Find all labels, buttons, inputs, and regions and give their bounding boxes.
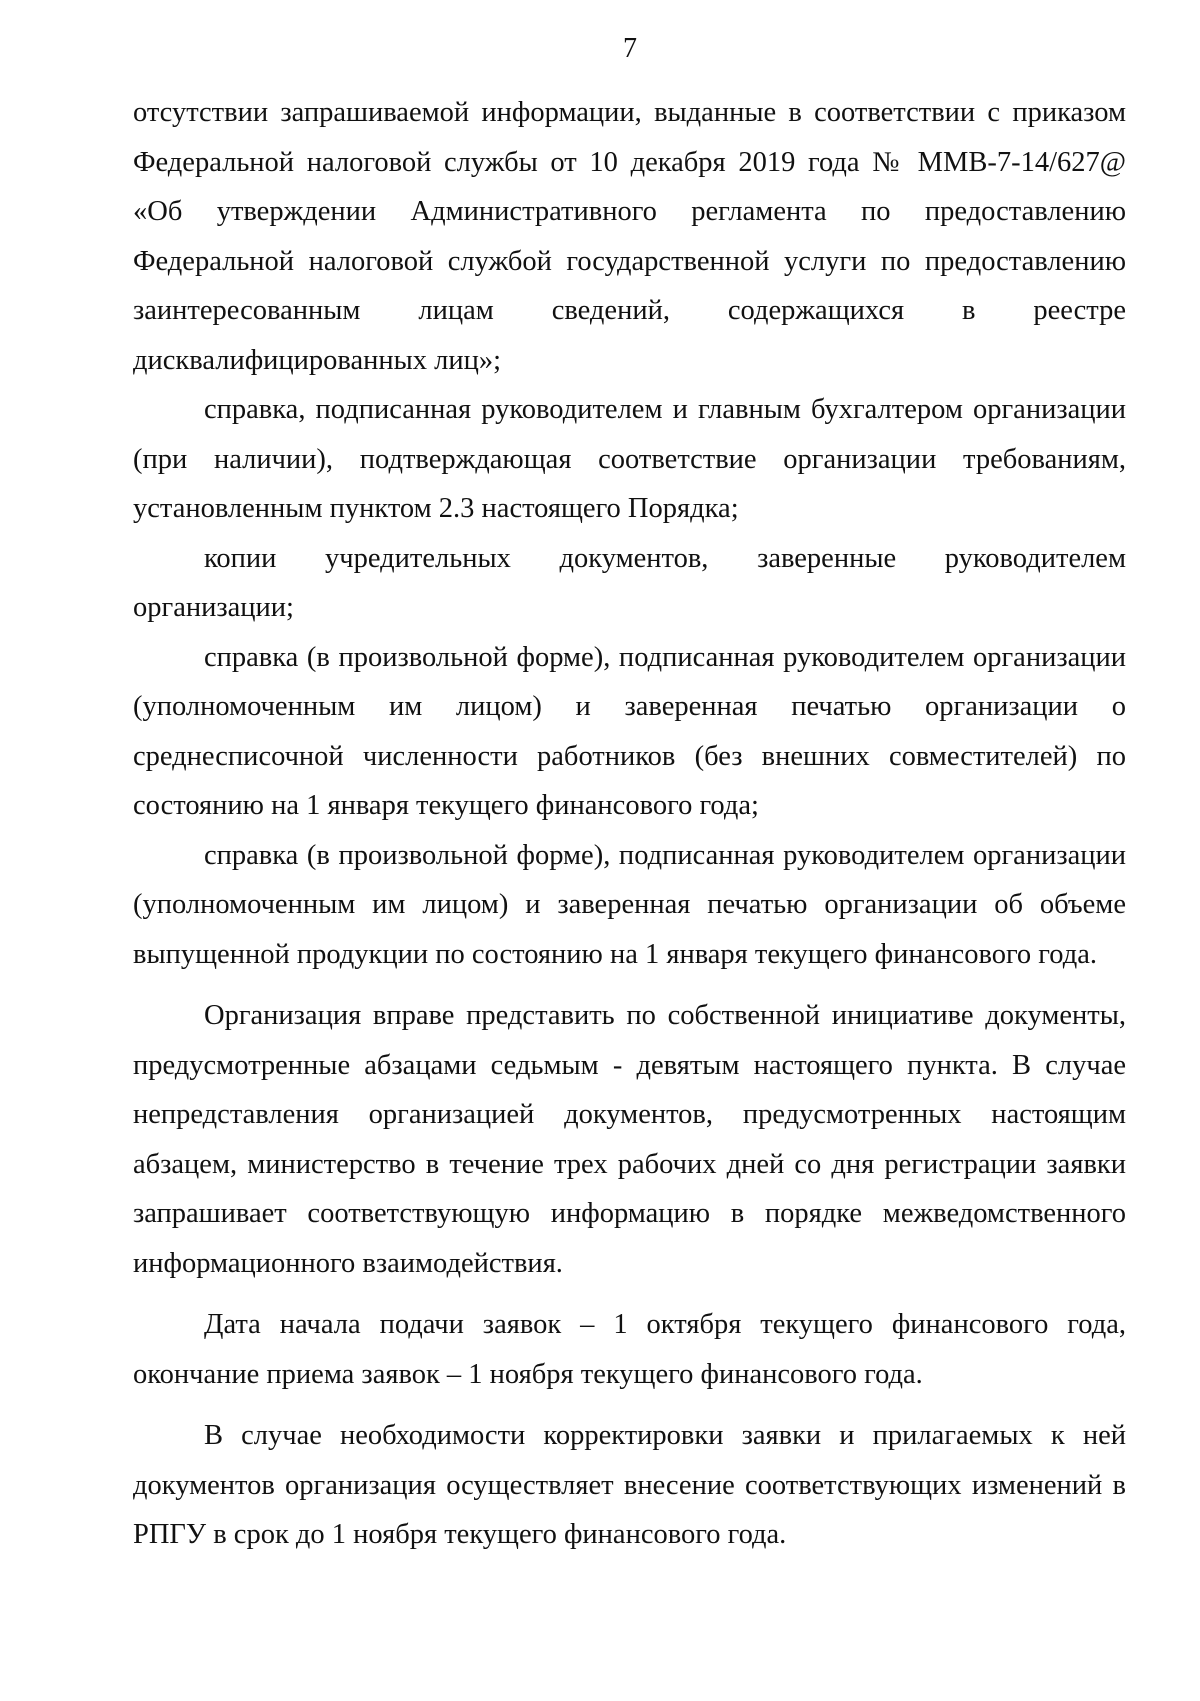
paragraph-continuation: отсутствии запрашиваемой информации, выданные в соответствии с приказом Федеральной налоговой службы от 10 декабря 2019 года № ММВ-7-14/627@ «Об утверждении Административного регламента по предоставлению Федеральной налоговой службой государственной услуги по предоставлению заинтересованным лицам сведений, содержащихся в реестре дисквалифицированных лиц»; [133, 97, 1126, 376]
paragraph-item-certificate-accountant: справка, подписанная руководителем и главным бухгалтером организации (при наличии), подтверждающая соответствие организации требованиям, установленным пунктом 2.3 настоящего Порядка; [133, 394, 1126, 524]
paragraph-item-certificate-output: справка (в произвольной форме), подписанная руководителем организации (уполномоченным им лицом) и заверенная печатью организации об объеме выпущенной продукции по состоянию на 1 января текущего финансового года. [133, 839, 1126, 970]
page-number: 7 [623, 33, 637, 64]
paragraph-correction: В случае необходимости корректировки заявки и прилагаемых к ней документов организация осуществляет внесение соответствующих изменений в РПГУ в срок до 1 ноября текущего финансового года. [133, 1420, 1126, 1550]
paragraph-own-initiative: Организация вправе представить по собственной инициативе документы, предусмотренные абзацами седьмым - девятым настоящего пункта. В случае непредставления организацией документов, предусмотренных настоящим абзацем, министерство в течение трех рабочих дней со дня регистрации заявки запрашивает соответствующую информацию в порядке межведомственного информационного взаимодействия. [133, 1000, 1126, 1279]
paragraph-submission-dates: Дата начала подачи заявок – 1 октября текущего финансового года, окончание приема заявок – 1 ноября текущего финансового года. [133, 1309, 1126, 1390]
paragraph-item-founding-documents: копии учредительных документов, заверенные руководителем организации; [133, 542, 1126, 623]
paragraph-item-certificate-headcount: справка (в произвольной форме), подписанная руководителем организации (уполномоченным им лицом) и заверенная печатью организации о среднесписочной численности работников (без внешних совместителей) по состоянию на 1 января текущего финансового года; [133, 641, 1126, 821]
document-body [133, 88, 1126, 1560]
